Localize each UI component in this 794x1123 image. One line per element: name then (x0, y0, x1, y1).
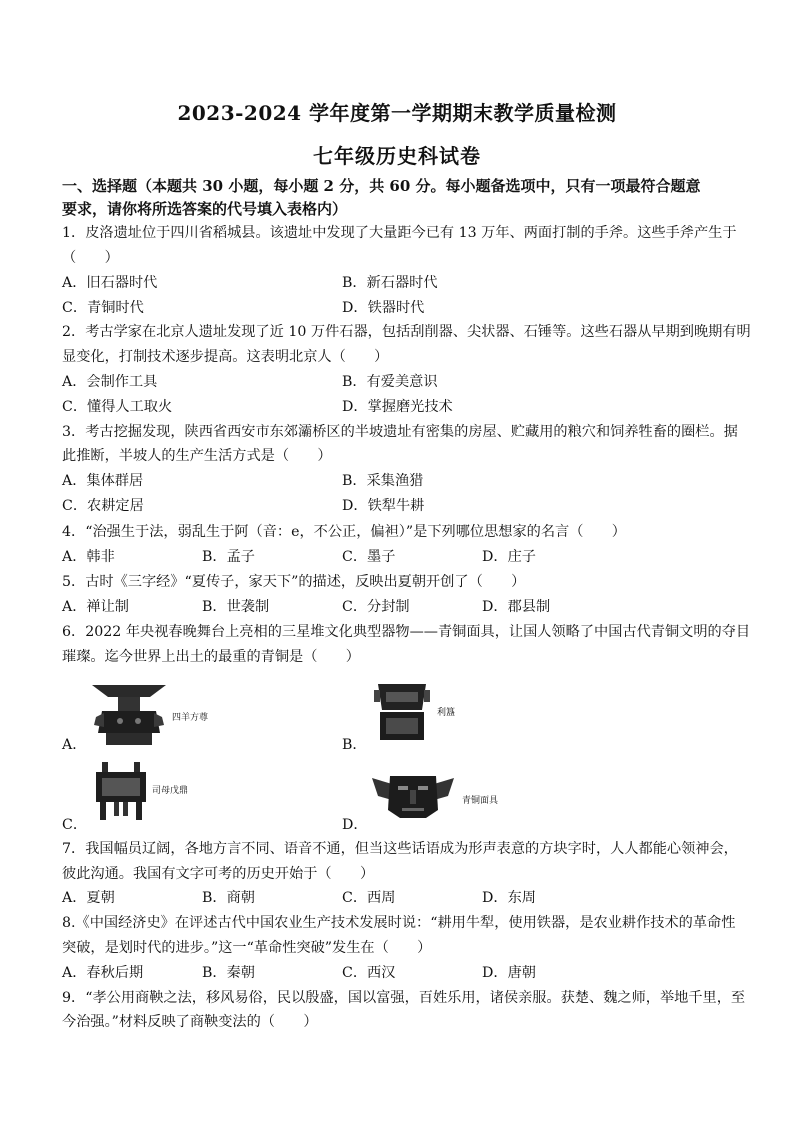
question-4-option-c[interactable]: C．墨子 (342, 549, 396, 565)
question-3-option-b[interactable]: B．采集渔猎 (342, 473, 424, 489)
li-gui-image[interactable] (372, 680, 432, 744)
bronze-mask-image[interactable] (370, 770, 456, 820)
question-5-option-a[interactable]: A．禅让制 (62, 599, 129, 615)
question-8-line2: 突破，是划时代的进步。”这一“革命性突破”发生在（ ） (62, 940, 432, 956)
question-5-option-d[interactable]: D．郡县制 (482, 599, 551, 615)
question-8-option-b[interactable]: B．秦朝 (202, 965, 255, 981)
question-3-option-c[interactable]: C．农耕定居 (62, 498, 144, 514)
question-3-line2: 此推断，半坡人的生产生活方式是（ ） (62, 448, 332, 464)
question-8-option-a[interactable]: A．春秋后期 (62, 965, 144, 981)
question-1-line2: （ ） (62, 250, 119, 266)
question-7-option-c[interactable]: C．西周 (342, 890, 396, 906)
question-6-line1: 6．2022 年央视春晚舞台上亮相的三星堆文化典型器物——青铜面具，让国人领略了中国古代青铜文明的夺目 (62, 624, 751, 640)
question-5-line1: 5．古时《三字经》“夏传子，家天下”的描述，反映出夏朝开创了（ ） (62, 574, 526, 590)
question-6-option-b[interactable]: B． (342, 737, 367, 753)
question-6-line2: 璀璨。迄今世界上出土的最重的青铜是（ ） (62, 649, 360, 665)
question-1-line1: 1．皮洛遗址位于四川省稻城县。该遗址中发现了大量距今已有 13 万年、两面打制的手斧。这些手斧产生于 (62, 225, 737, 241)
question-2-option-c[interactable]: C．懂得人工取火 (62, 399, 173, 415)
question-5-option-b[interactable]: B．世袭制 (202, 599, 270, 615)
bronze-mask-caption: 青铜面具 (462, 796, 499, 806)
question-7-line2: 彼此沟通。我国有文字可考的历史开始于（ ） (62, 866, 375, 882)
question-2-line1: 2．考古学家在北京人遗址发现了近 10 万件石器，包括刮削器、尖状器、石锤等。这些石器从早期到晚期有明 (62, 324, 751, 340)
question-9-line1: 9．“孝公用商鞅之法，移风易俗，民以殷盛，国以富强，百姓乐用，诸侯亲服。获楚、魏之师，举地千里，至 (62, 990, 746, 1006)
question-1-option-d[interactable]: D．铁器时代 (342, 300, 425, 316)
question-4-option-b[interactable]: B．孟子 (202, 549, 255, 565)
question-1-option-a[interactable]: A．旧石器时代 (62, 275, 158, 291)
question-7-line1: 7．我国幅员辽阔，各地方言不同、语音不通，但当这些话语成为形声表意的方块字时，人人都能心领神会， (62, 841, 738, 857)
question-2-option-d[interactable]: D．掌握磨光技术 (342, 399, 453, 415)
question-2-line2: 显变化，打制技术逐步提高。这表明北京人（ ） (62, 349, 389, 365)
simuwu-ding-image[interactable] (92, 760, 150, 822)
question-6-option-c[interactable]: C． (62, 817, 88, 833)
question-4-option-a[interactable]: A．韩非 (62, 549, 115, 565)
section-heading-line1: 一、选择题（本题共 30 小题，每小题 2 分，共 60 分。每小题备选项中，只有一项最符合题意 (62, 177, 701, 195)
question-4-line1: 4．“治强生于法，弱乱生于阿（音：e，不公正，偏袒）”是下列哪位思想家的名言（ ） (62, 524, 626, 540)
four-ram-square-zun-image[interactable] (88, 681, 170, 749)
question-1-option-c[interactable]: C．青铜时代 (62, 300, 144, 316)
li-gui-caption: 利簋 (437, 708, 456, 718)
question-3-line1: 3．考古挖掘发现，陕西省西安市东郊灞桥区的半坡遗址有密集的房屋、贮藏用的粮穴和饲养牲畜的圈栏。据 (62, 424, 738, 440)
question-8-option-d[interactable]: D．唐朝 (482, 965, 536, 981)
question-7-option-b[interactable]: B．商朝 (202, 890, 255, 906)
exam-title: 2023-2024 学年度第一学期期末教学质量检测 (177, 101, 617, 125)
question-2-option-b[interactable]: B．有爱美意识 (342, 374, 438, 390)
question-2-option-a[interactable]: A．会制作工具 (62, 374, 158, 390)
question-4-option-d[interactable]: D．庄子 (482, 549, 536, 565)
question-6-option-d[interactable]: D． (342, 817, 368, 833)
question-7-option-a[interactable]: A．夏朝 (62, 890, 115, 906)
four-ram-square-zun-caption: 四羊方尊 (172, 713, 209, 723)
question-3-option-a[interactable]: A．集体群居 (62, 473, 144, 489)
exam-subtitle: 七年级历史科试卷 (313, 144, 481, 168)
question-9-line2: 今治强。”材料反映了商鞅变法的（ ） (62, 1014, 318, 1030)
section-heading-line2: 要求，请你将所选答案的代号填入表格内） (62, 200, 348, 218)
question-7-option-d[interactable]: D．东周 (482, 890, 536, 906)
question-5-option-c[interactable]: C．分封制 (342, 599, 410, 615)
question-8-line1: 8.《中国经济史》在评述古代中国农业生产技术发展时说：“耕用牛犁，使用铁器，是农业耕作技术的革命性 (62, 915, 736, 931)
simuwu-ding-caption: 司母戊鼎 (152, 786, 189, 796)
question-8-option-c[interactable]: C．西汉 (342, 965, 396, 981)
question-1-option-b[interactable]: B．新石器时代 (342, 275, 438, 291)
question-3-option-d[interactable]: D．铁犁牛耕 (342, 498, 425, 514)
question-6-option-a[interactable]: A． (62, 737, 87, 753)
